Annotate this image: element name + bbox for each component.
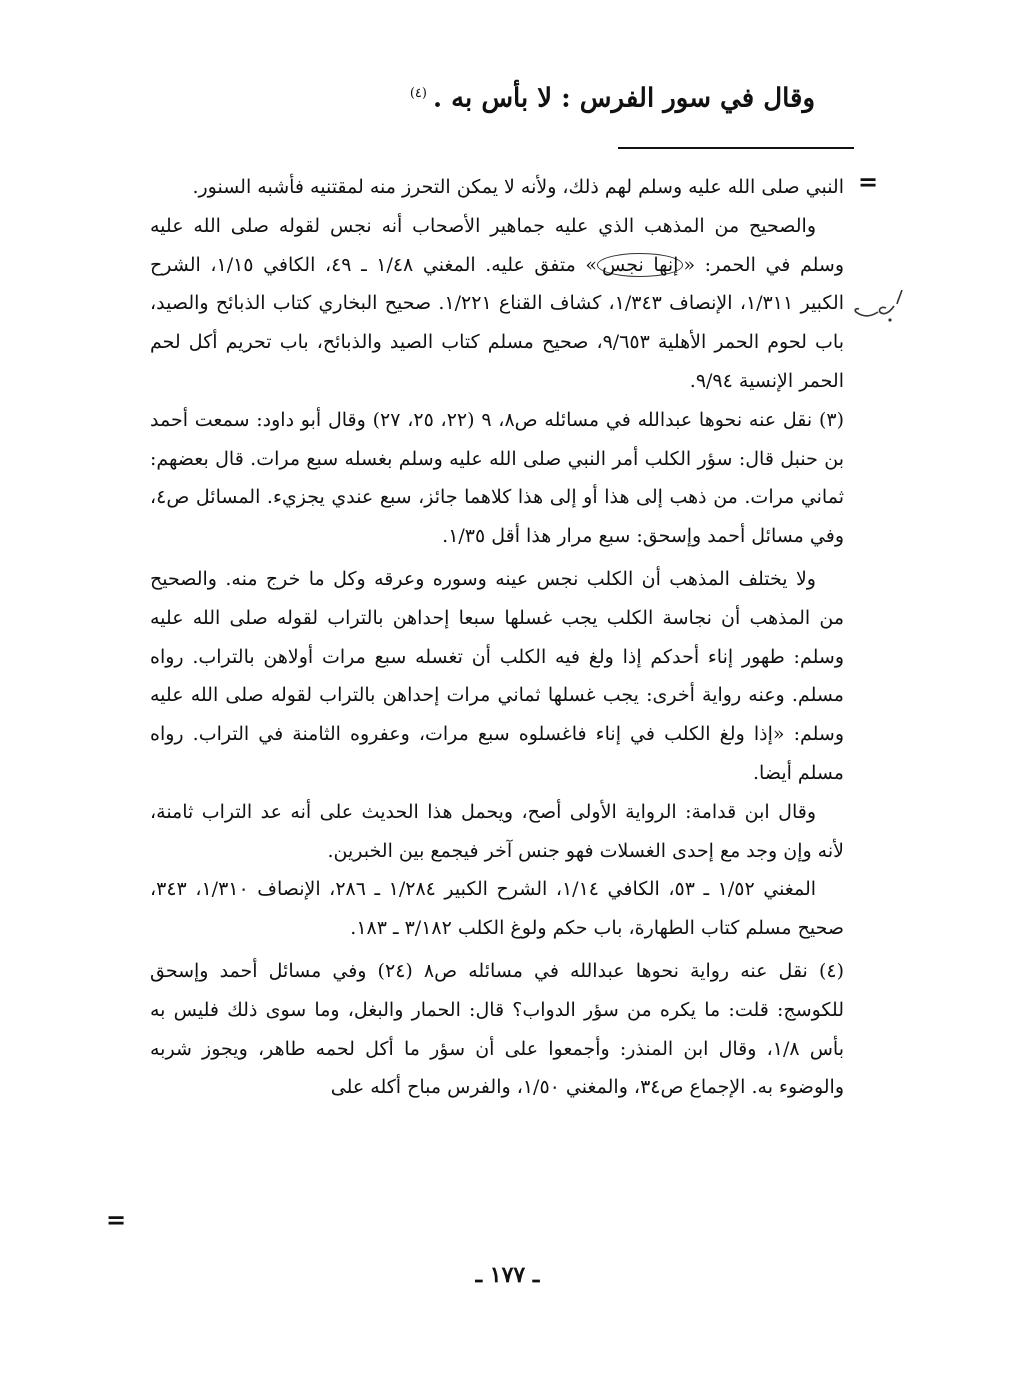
continuation-mark-bottom: =: [106, 1206, 127, 1234]
heading-text: وقال في سور الفرس : لا بأس به .: [432, 83, 815, 114]
footnote-separator-rule: [618, 147, 854, 149]
paragraph-references: المغني ١/٥٢ ـ ٥٣، الكافي ١/١٤، الشرح الكبير ١/٢٨٤ ـ ٢٨٦، الإنصاف ١/٣١٠، ٣٤٣، صحيح مسلم كتاب الطهارة، باب حكم ولوغ الكلب ٣/١٨٢ ـ ١٨٣.: [150, 878, 844, 940]
paragraph-najis-ruling: [150, 207, 844, 401]
page-heading: [215, 72, 815, 121]
circled-phrase: إنها نجس: [597, 253, 683, 277]
paragraph-ibn-qudama: وقال ابن قدامة: الرواية الأولى أصح، ويحمل هذا الحديث على أنه عد التراب ثامنة، لأنه وإن وجد مع إحدى الغسلات فهو جنس آخر فيجمع بين الخبرين.: [150, 800, 844, 862]
heading-footnote-ref: (٤): [409, 86, 427, 101]
paragraph-dog-ruling: ولا يختلف المذهب أن الكلب نجس عينه وسوره وعرقه وكل ما خرج منه. والصحيح من المذهب أن نجاسة الكلب يجب غسلها سبعا إحداهن بالتراب لقوله صلى الله عليه وسلم: طهور إناء أحدكم إذا ولغ فيه الكلب أن تغسله سبع مرات أولاهن بالتراب. رواه مسلم. وعنه رواية أخرى: يجب غسلها ثماني مرات إحداهن بالتراب لقوله صلى الله عليه وسلم: «إذا ولغ الكلب في إناء فاغسلوه سبع مرات، وعفروه الثامنة في التراب. رواه مسلم أيضا.: [150, 567, 844, 784]
handwritten-margin-note: [850, 282, 910, 332]
footnote-4: (٤) نقل عنه رواية نحوها عبدالله في مسائله ص٨ (٢٤) وفي مسائل أحمد وإسحق للكوسج: قلت: ما يكره من سؤر الدواب؟ قال: الحمار والبغل، وما سوى ذلك فليس به بأس ١/٨، وقال ابن المنذر: وأجمعوا على أن سؤر ما أكل لحمه طاهر، ويجوز شربه والوضوء به. الإجماع ص٣٤، والمغني ١/٥٠، والفرس مباح أكله على: [150, 959, 844, 1099]
paragraph-continuation: النبي صلى الله عليه وسلم لهم ذلك، ولأنه لا يمكن التحرز منه لمقتنيه فأشبه السنور.: [192, 176, 844, 198]
paragraph-part-before: والصحيح من المذهب الذي عليه جماهير الأصحاب أنه نجس لقوله صلى الله عليه وسلم في الحمر: «: [150, 214, 844, 276]
page-number: ـ ١٧٧ ـ: [475, 1262, 540, 1288]
paragraph-part-after: » متفق عليه. المغني ١/٤٨ ـ ٤٩، الكافي ١/١٥، الشرح الكبير ١/٣١١، الإنصاف ١/٣٤٣، كشاف القناع ١/٢٢١. صحيح البخاري كتاب الذبائح والصيد، باب لحوم الحمر الأهلية ٩/٦٥٣، صحيح مسلم كتاب الصيد والذبائح، باب تحريم أكل لحم الحمر الإنسية ٩/٩٤.: [150, 253, 844, 392]
continuation-mark-top: =: [858, 168, 879, 196]
footnotes-body: [150, 168, 844, 1107]
footnote-3: (٣) نقل عنه نحوها عبدالله في مسائله ص٨، ٩ (٢٢، ٢٥، ٢٧) وقال أبو داود: سمعت أحمد بن حنبل قال: سؤر الكلب أمر النبي صلى الله عليه وسلم بغسله سبع مرات. قال بعضهم: ثماني مرات. من ذهب إلى هذا أو إلى هذا كلاهما جائز، سبع عندي يجزيء. المسائل ص٤، وفي مسائل أحمد وإسحق: سبع مرار هذا أقل ١/٣٥.: [150, 408, 845, 548]
